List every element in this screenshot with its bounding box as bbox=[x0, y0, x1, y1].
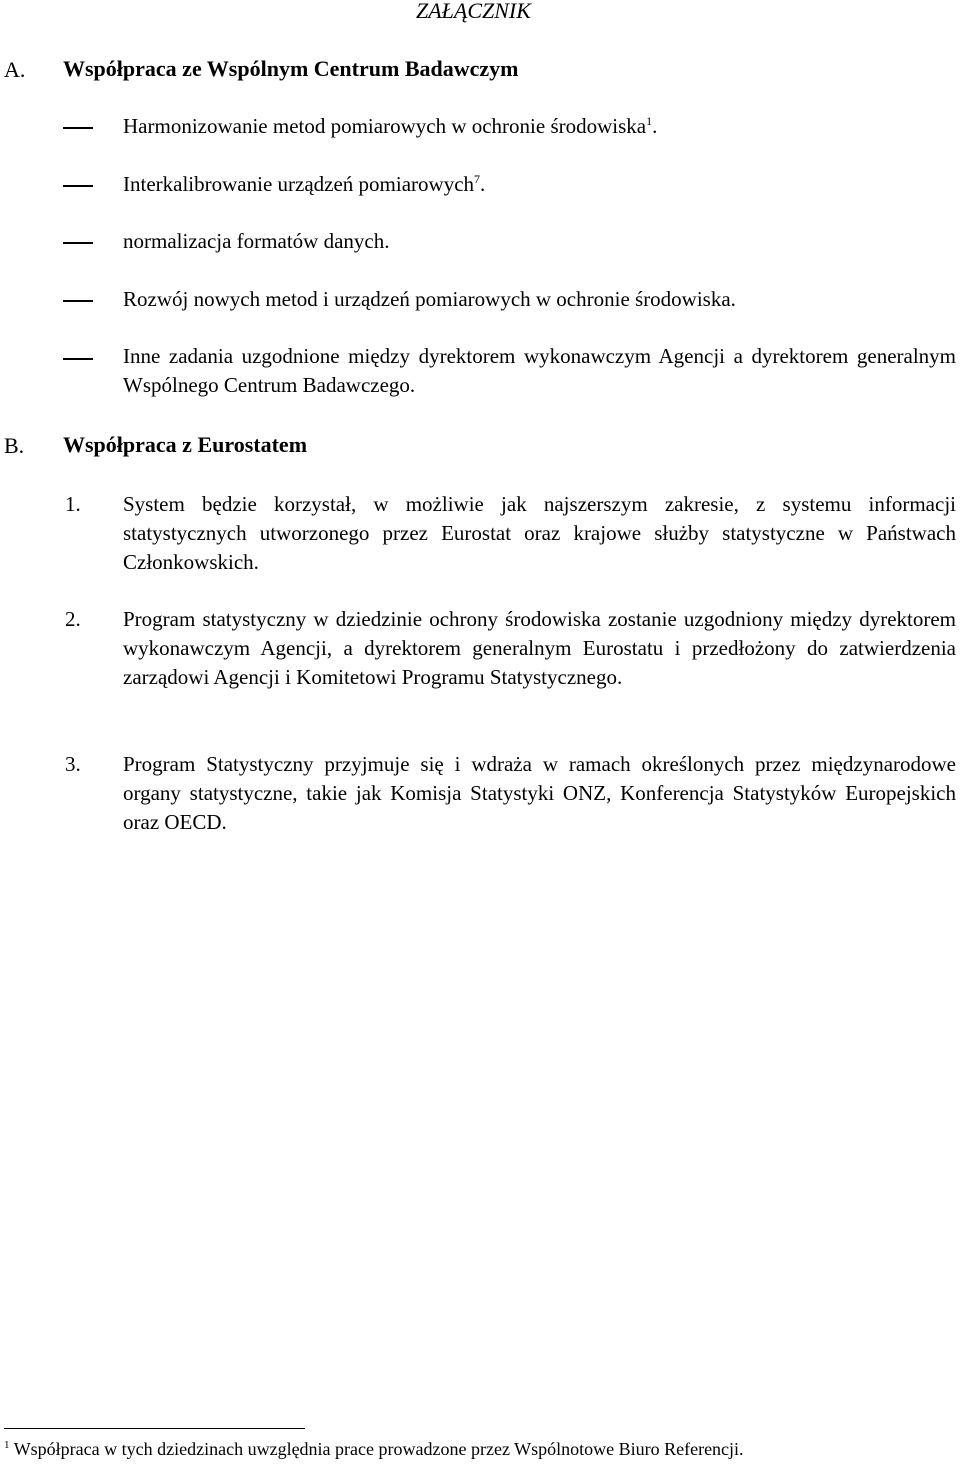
item-number: 1. bbox=[65, 492, 81, 516]
footnote-marker: 1 bbox=[4, 1439, 10, 1451]
footnote-separator bbox=[4, 1428, 305, 1429]
item-number: 3. bbox=[65, 752, 81, 776]
section-a-letter: A. bbox=[4, 57, 26, 82]
list-item-text: Inne zadania uzgodnione między dyrektorem wykonawczym Agencji a dyrektorem generalnym Wspólnego Centrum Badawczego. bbox=[123, 344, 956, 397]
section-b-letter: B. bbox=[4, 433, 25, 458]
footnote bbox=[4, 1440, 744, 1458]
item-paragraph: System będzie korzystał, w możliwie jak najszerszym zakresie, z systemu informacji statystycznych utworzonego przez Eurostat oraz krajowe służby statystyczne w Państwach Członkowskich. bbox=[123, 492, 956, 574]
item-paragraph: Program statystyczny w dziedzinie ochrony środowiska zostanie uzgodniony między dyrektorem wykonawczym Agencji, a dyrektorem generalnym Eurostatu i przedłożony do zatwierdzenia zarządowi Agencji i Komitetowi Programu Statystycznego. bbox=[123, 607, 956, 689]
list-item-text: Rozwój nowych metod i urządzeń pomiarowych w ochronie środowiska. bbox=[123, 287, 736, 311]
footnote-ref: 7 bbox=[474, 172, 481, 186]
item-paragraph: Program Statystyczny przyjmuje się i wdraża w ramach określonych przez międzynarodowe organy statystyczne, takie jak Komisja Statystyki ONZ, Konferencja Statystyków Europejskich oraz OECD. bbox=[123, 752, 956, 834]
footnote-ref: 1 bbox=[646, 114, 653, 128]
footnote-text: Współpraca w tych dziedzinach uwzględnia prace prowadzone przez Wspólnotowe Biuro Referencji. bbox=[13, 1439, 744, 1459]
section-b-title: Współpraca z Eurostatem bbox=[63, 432, 308, 457]
list-item-text: normalizacja formatów danych. bbox=[123, 229, 390, 253]
dash-bullet bbox=[63, 242, 93, 244]
page-title: ZAŁĄCZNIK bbox=[416, 0, 531, 23]
list-item-text: Interkalibrowanie urządzeń pomiarowych$^7$. bbox=[123, 172, 486, 196]
list-item-text: Harmonizowanie metod pomiarowych w ochronie środowiska$^1$. bbox=[123, 114, 658, 138]
dash-bullet bbox=[63, 358, 93, 360]
dash-bullet bbox=[63, 300, 93, 302]
dash-bullet bbox=[63, 185, 93, 187]
item-number: 2. bbox=[65, 607, 81, 631]
dash-bullet bbox=[63, 127, 93, 129]
section-a-title: Współpraca ze Wspólnym Centrum Badawczym bbox=[63, 56, 519, 81]
